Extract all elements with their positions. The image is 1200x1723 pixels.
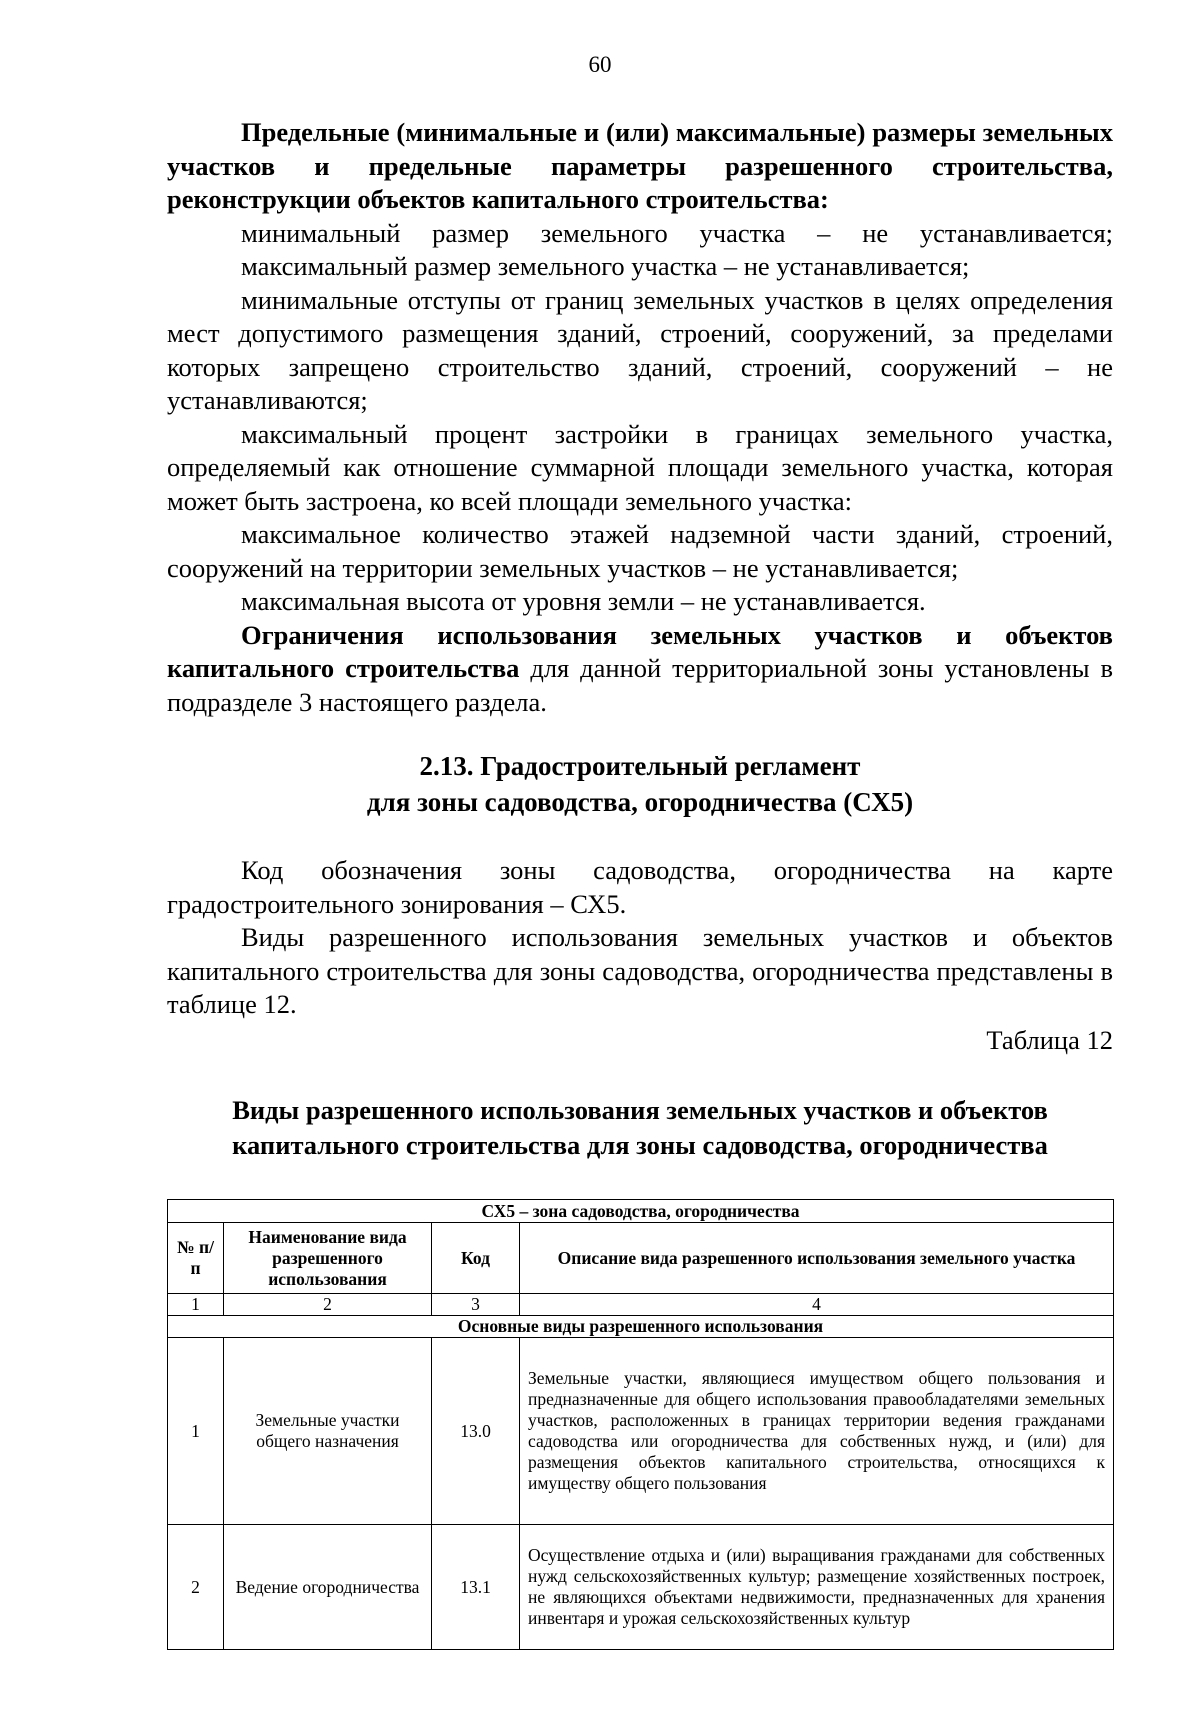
- table-row: [168, 1525, 1114, 1650]
- column-number: 2: [224, 1294, 432, 1316]
- section-title-line2: для зоны садоводства, огородничества (СХ5): [366, 787, 914, 817]
- table-label: Таблица 12: [986, 1024, 1113, 1055]
- row-num: 1: [168, 1338, 224, 1525]
- zone-code-paragraph: Код обозначения зоны садоводства, огородничества на карте градостроительного зонирования – СХ5.: [167, 855, 1113, 919]
- limit-item-min-size: минимальный размер земельного участка – не устанавливается;: [241, 217, 1113, 248]
- limit-item-floors: максимальное количество этажей надземной части зданий, строений, сооружений на территории земельных участков – не устанавливается;: [167, 519, 1113, 583]
- row-description: Осуществление отдыха и (или) выращивания гражданами для собственных нужд сельскохозяйственных культур; размещение хозяйственных построек, не являющихся объектами недвижимости, предназначенных для хранения инвентаря и урожая сельскохозяйственных культур: [520, 1525, 1114, 1650]
- table-title: [167, 1093, 1113, 1163]
- table-row: [168, 1338, 1114, 1525]
- limits-heading: Предельные (минимальные и (или) максимальные) размеры земельных участков и предельные параметры разрешенного строительства, реконструкции объектов капитального строительства:: [167, 117, 1113, 214]
- column-number: 1: [168, 1294, 224, 1316]
- row-name: Ведение огородничества: [224, 1525, 432, 1650]
- row-name: Земельные участки общего назначения: [224, 1338, 432, 1525]
- row-code: 13.0: [432, 1338, 520, 1525]
- section-title-line1: 2.13. Градостроительный регламент: [419, 751, 861, 781]
- section-title: [167, 748, 1113, 820]
- usage-types-table: [167, 1199, 1114, 1650]
- page-number: 60: [588, 52, 612, 77]
- document-body: [167, 116, 1113, 1163]
- limit-item-setbacks: минимальные отступы от границ земельных участков в целях определения мест допустимого размещения зданий, строений, сооружений, за пределами которых запрещено строительство зданий, строений, сооружений – не устанавливаются;: [167, 284, 1113, 415]
- limit-item-coverage: максимальный процент застройки в границах земельного участка, определяемый как отношение суммарной площади земельного участка, которая может быть застроена, ко всей площади земельного участка:: [167, 418, 1113, 516]
- table-title-line1: Виды разрешенного использования земельных участков и объектов: [232, 1095, 1048, 1125]
- row-code: 13.1: [432, 1525, 520, 1650]
- limit-item-max-size: максимальный размер земельного участка – не устанавливается;: [241, 251, 970, 281]
- header-code: Код: [432, 1223, 520, 1294]
- header-description: Описание вида разрешенного использования земельного участка: [520, 1223, 1114, 1294]
- column-number: 4: [520, 1294, 1114, 1316]
- row-description: Земельные участки, являющиеся имуществом общего пользования и предназначенные для общего использования правообладателями земельных участков, расположенных в границах территории ведения гражданами садоводства или огородничества для собственных нужд, и (или) для размещения объектов капитального строительства, относящихся к имуществу общего пользования: [520, 1338, 1114, 1525]
- header-name: Наименование вида разрешенного использования: [224, 1223, 432, 1294]
- restrictions-rest-text: для данной территориальной зоны установлены в подразделе 3 настоящего раздела.: [167, 653, 1113, 717]
- usage-types-paragraph: Виды разрешенного использования земельных участков и объектов капитального строительства для зоны садоводства, огородничества представлены в таблице 12.: [167, 922, 1113, 1019]
- table-title-line2: капитального строительства для зоны садоводства, огородничества: [232, 1130, 1048, 1160]
- table-zone-header: СХ5 – зона садоводства, огородничества: [168, 1200, 1114, 1223]
- restrictions-paragraph: [167, 619, 1113, 720]
- row-num: 2: [168, 1525, 224, 1650]
- column-number: 3: [432, 1294, 520, 1316]
- restrictions-bold-text: Ограничения использования земельных участков и объектов капитального строительства: [167, 619, 1113, 683]
- header-num: № п/п: [168, 1223, 224, 1294]
- limit-item-height: максимальная высота от уровня земли – не устанавливается.: [241, 586, 926, 616]
- table-group-header: Основные виды разрешенного использования: [168, 1316, 1114, 1338]
